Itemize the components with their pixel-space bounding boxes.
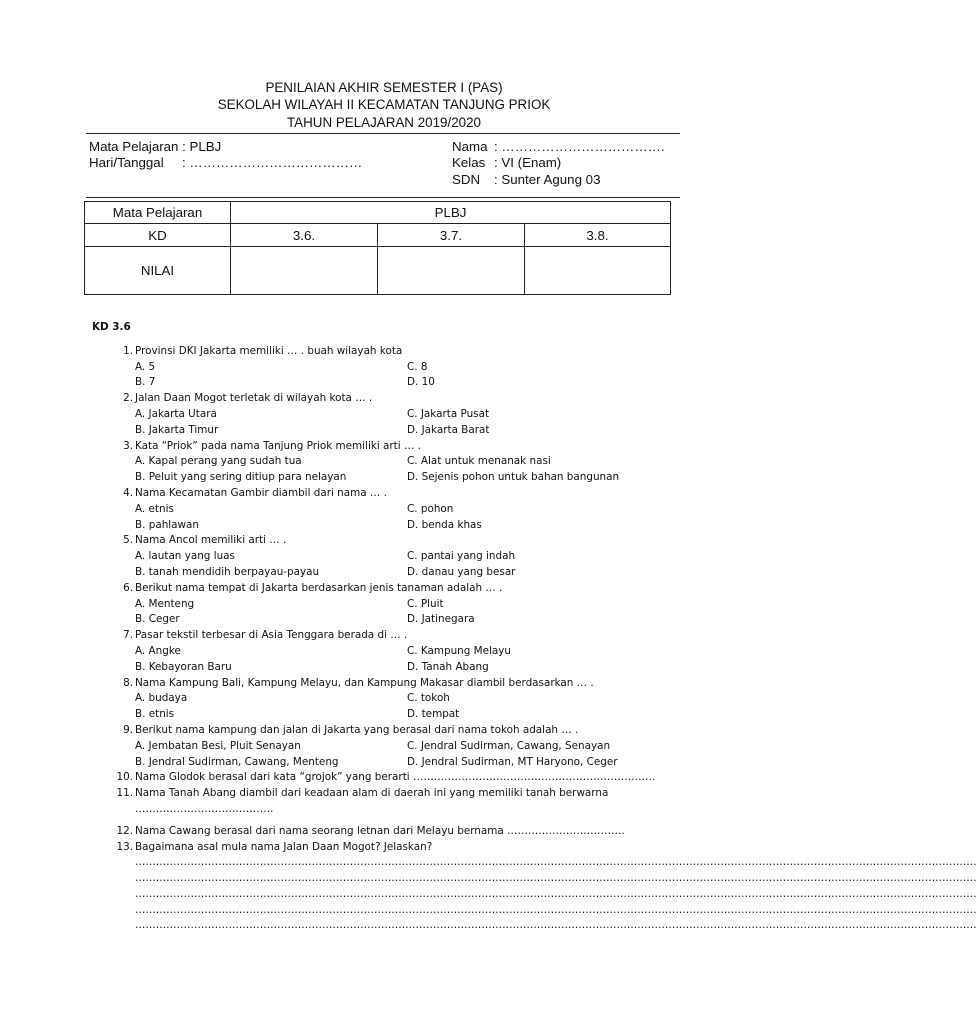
question-number: 8. [123, 676, 133, 689]
question-text: Kata “Priok” pada nama Tanjung Priok memiliki arti … . [135, 439, 421, 452]
score-cell-1[interactable] [231, 247, 378, 295]
answer-line[interactable]: ……………………………………………………………………………………………………………………………………………………………………………………………………………………… [135, 887, 977, 900]
question-text: Berikut nama tempat di Jakarta berdasarkan jenis tanaman adalah … . [135, 581, 503, 594]
kd-cell-2: 3.7. [378, 224, 525, 247]
option-a[interactable]: A. Jembatan Besi, Pluit Senayan [135, 739, 301, 752]
option-b[interactable]: B. pahlawan [135, 518, 199, 531]
option-c[interactable]: C. Jakarta Pusat [407, 407, 490, 420]
option-d[interactable]: D. Jatinegara [407, 613, 475, 626]
question-item [92, 439, 692, 486]
question-number: 12. [116, 824, 133, 837]
question-list [92, 344, 977, 934]
question-text: Nama Cawang berasal dari nama seorang letnan dari Melayu bernama ……………………………. [135, 824, 625, 837]
option-c[interactable]: C. pantai yang indah [407, 550, 516, 563]
grade-table [84, 201, 671, 295]
question-number: 1. [123, 344, 133, 357]
option-b[interactable]: B. etnis [135, 708, 175, 721]
question-text: Nama Glodok berasal dari kata “grojok” yang berarti ……………………………………………………………. [135, 771, 656, 784]
question-item [92, 581, 692, 628]
answer-line[interactable]: ……………………………………………………………………………………………………………………………………………………………………………………………………………………… [135, 856, 977, 869]
option-d[interactable]: D. benda khas [407, 518, 482, 531]
class-value: : VI (Enam) [494, 155, 562, 171]
question-item [92, 840, 977, 935]
question-number: 13. [116, 840, 133, 853]
answer-blank[interactable]: …………………………………. [135, 802, 274, 815]
question-text: Nama Ancol memiliki arti … . [135, 534, 287, 547]
score-label-cell: NILAI [85, 247, 231, 295]
question-number: 2. [123, 392, 133, 405]
score-cell-2[interactable] [378, 247, 525, 295]
question-item [92, 786, 692, 818]
question-number: 5. [123, 534, 133, 547]
question-number: 4. [123, 486, 133, 499]
option-b[interactable]: B. Jendral Sudirman, Cawang, Menteng [135, 755, 339, 768]
option-d[interactable]: D. danau yang besar [407, 565, 516, 578]
question-item [92, 723, 692, 770]
header-year: TAHUN PELAJARAN 2019/2020 [286, 114, 481, 130]
option-a[interactable]: A. budaya [135, 692, 188, 705]
question-number: 11. [116, 787, 133, 800]
question-number: 7. [123, 629, 133, 642]
question-text: Nama Kampung Bali, Kampung Melayu, dan Kampung Makasar diambil berdasarkan … . [135, 676, 594, 689]
option-b[interactable]: B. Kebayoran Baru [135, 660, 232, 673]
question-item [92, 824, 692, 840]
option-a[interactable]: A. etnis [135, 502, 174, 515]
option-c[interactable]: C. 8 [407, 360, 428, 373]
section-title: KD 3.6 [92, 321, 131, 333]
question-text: Nama Kecamatan Gambir diambil dari nama … . [135, 486, 387, 499]
question-text: Bagaimana asal mula nama Jalan Daan Mogot? Jelaskan? [135, 840, 433, 853]
date-label: Hari/Tanggal [89, 155, 164, 171]
option-a[interactable]: A. Menteng [135, 597, 195, 610]
name-field[interactable]: : ………………………………. [494, 139, 665, 154]
info-left [89, 139, 362, 172]
option-d[interactable]: D. Jakarta Barat [407, 423, 490, 436]
question-item [92, 628, 692, 675]
option-a[interactable]: A. lautan yang luas [135, 550, 235, 563]
question-text: Berikut nama kampung dan jalan di Jakarta yang berasal dari nama tokoh adalah … . [135, 723, 579, 736]
option-b[interactable]: B. tanah mendidih berpayau-payau [135, 565, 320, 578]
header-title: PENILAIAN AKHIR SEMESTER I (PAS) [265, 80, 503, 95]
class-label: Kelas [452, 155, 486, 171]
option-a[interactable]: A. 5 [135, 360, 156, 373]
option-b[interactable]: B. Peluit yang sering ditiup para nelayan [135, 471, 347, 484]
question-item [92, 486, 692, 533]
option-b[interactable]: B. Jakarta Timur [135, 423, 219, 436]
option-d[interactable]: D. Tanah Abang [407, 660, 489, 673]
option-c[interactable]: C. Kampung Melayu [407, 644, 511, 657]
kd-cell-1: 3.6. [231, 224, 378, 247]
answer-line[interactable]: ……………………………………………………………………………………………………………………………………………………………………………………………………………………… [135, 903, 977, 916]
subject-value-cell: PLBJ [231, 202, 671, 224]
quiz-section [92, 320, 977, 934]
answer-line[interactable]: ……………………………………………………………………………………………………………………………………………………………………………………………………………………… [135, 872, 977, 885]
answer-area[interactable] [92, 855, 977, 934]
school-value: : Sunter Agung 03 [494, 171, 601, 187]
name-label: Nama [452, 139, 488, 154]
question-text: Pasar tekstil terbesar di Asia Tenggara berada di … . [135, 629, 408, 642]
subject-label: Mata Pelajaran : PLBJ [89, 139, 222, 154]
kd-cell-3: 3.8. [525, 224, 671, 247]
header-divider-bottom [86, 197, 680, 198]
school-label: SDN [452, 171, 481, 187]
option-c[interactable]: C. pohon [407, 502, 454, 515]
option-c[interactable]: C. Alat untuk menanak nasi [407, 455, 551, 468]
option-d[interactable]: D. Jendral Sudirman, MT Haryono, Ceger [407, 755, 618, 768]
option-a[interactable]: A. Angke [135, 644, 181, 657]
kd-label-cell: KD [85, 224, 231, 247]
question-item [92, 676, 692, 723]
header-divider-top [86, 133, 680, 134]
header-school: SEKOLAH WILAYAH II KECAMATAN TANJUNG PRIOK [217, 97, 551, 113]
subject-header-cell: Mata Pelajaran [85, 202, 231, 224]
option-d[interactable]: D. 10 [407, 376, 435, 389]
question-item [92, 391, 692, 438]
question-text: Nama Tanah Abang diambil dari keadaan alam di daerah ini yang memiliki tanah berwarna [135, 787, 609, 800]
exam-header [0, 79, 768, 131]
question-number: 3. [123, 439, 133, 452]
option-a[interactable]: A. Jakarta Utara [135, 407, 217, 420]
option-a[interactable]: A. Kapal perang yang sudah tua [135, 455, 302, 468]
score-cell-3[interactable] [525, 247, 671, 295]
option-d[interactable]: D. Sejenis pohon untuk bahan bangunan [407, 471, 620, 484]
question-item [92, 533, 692, 580]
question-number: 9. [123, 723, 133, 736]
option-b[interactable]: B. Ceger [135, 613, 180, 626]
option-b[interactable]: B. 7 [135, 376, 156, 389]
question-number: 10. [116, 771, 133, 784]
question-item [92, 344, 692, 391]
question-text: Jalan Daan Mogot terletak di wilayah kota … . [135, 392, 373, 405]
option-c[interactable]: C. tokoh [407, 692, 450, 705]
option-d[interactable]: D. tempat [407, 708, 460, 721]
question-number: 6. [123, 581, 133, 594]
answer-line[interactable]: ……………………………………………………………………………………………………………………………………………………………………………………………………………………… [135, 919, 977, 932]
option-c[interactable]: C. Pluit [407, 597, 444, 610]
info-right [452, 139, 665, 188]
question-item [92, 770, 692, 786]
date-field[interactable]: : ………………………………… [182, 155, 363, 171]
option-c[interactable]: C. Jendral Sudirman, Cawang, Senayan [407, 739, 611, 752]
question-text: Provinsi DKI Jakarta memiliki … . buah wilayah kota [135, 344, 403, 357]
